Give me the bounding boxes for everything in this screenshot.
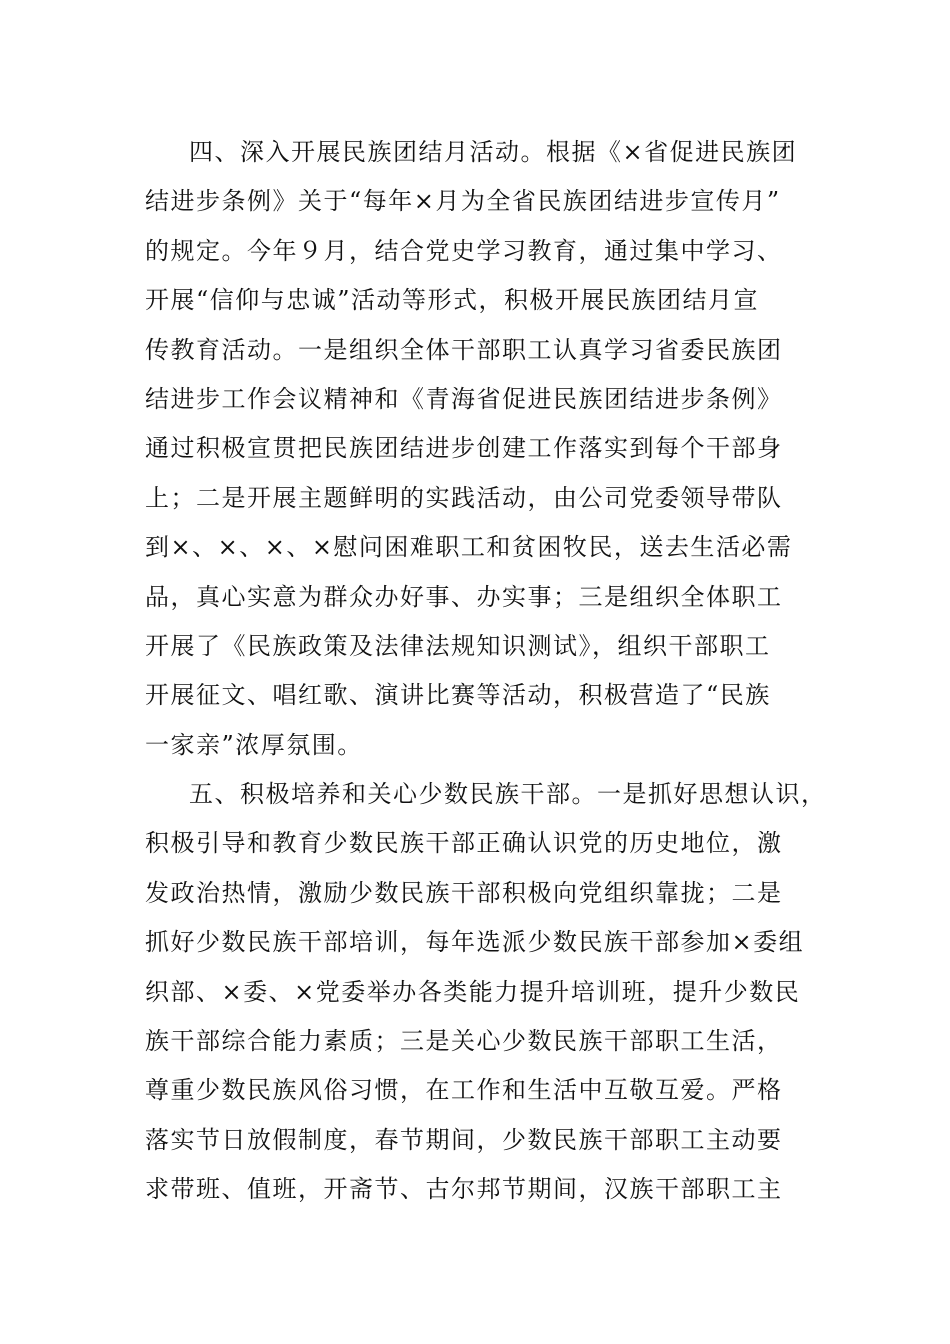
text-line: 开展了《民族政策及法律法规知识测试》，组织干部职工 [145,631,771,660]
paragraph-section-4 [145,128,835,770]
text-line: 开展“信仰与忠诚”活动等形式，积极开展民族团结月宣 [145,286,760,315]
text-line: 求带班、值班，开斋节、古尔邦节期间，汉族干部职工主 [145,1175,783,1204]
text-line: 四、深入开展民族团结月活动。根据《×省促进民族团 [189,138,798,166]
text-line: 族干部综合能力素质；三是关心少数民族干部职工生活， [145,1027,783,1056]
text-line: 五、积极培养和关心少数民族干部。一是抓好思想认识， [189,780,827,809]
text-line: 发政治热情，激励少数民族干部积极向党组织靠拢；二是 [145,878,783,907]
text-line: 传教育活动。一是组织全体干部职工认真学习省委民族团 [145,335,783,364]
text-line: 上；二是开展主题鲜明的实践活动，由公司党委领导带队 [145,483,783,512]
document-body [145,128,835,1215]
text-line: 积极引导和教育少数民族干部正确认识党的历史地位，激 [145,829,783,858]
text-line: 到×、×、×、×慰问困难职工和贫困牧民，送去生活必需 [145,533,793,562]
text-line: 的规定。今年９月，结合党史学习教育，通过集中学习、 [145,236,783,265]
text-line: 通过积极宣贯把民族团结进步创建工作落实到每个干部身 [145,434,783,463]
paragraph-section-5 [145,770,835,1215]
text-line: 开展征文、唱红歌、演讲比赛等活动，积极营造了“民族 [145,681,771,710]
text-line: 尊重少数民族风俗习惯，在工作和生活中互敬互爱。严格 [145,1076,783,1105]
text-line: 结进步工作会议精神和《青海省促进民族团结进步条例》 [145,384,783,413]
text-line: 抓好少数民族干部培训，每年选派少数民族干部参加×委组 [145,928,805,957]
text-line: 落实节日放假制度，春节期间，少数民族干部职工主动要 [145,1125,783,1154]
text-line: 结进步条例》关于“每年×月为全省民族团结进步宣传月” [145,187,781,216]
text-line: 一家亲”浓厚氛围。 [145,730,363,759]
text-line: 品，真心实意为群众办好事、办实事；三是组织全体职工 [145,582,783,611]
text-line: 织部、×委、×党委举办各类能力提升培训班，提升少数民 [145,977,801,1006]
